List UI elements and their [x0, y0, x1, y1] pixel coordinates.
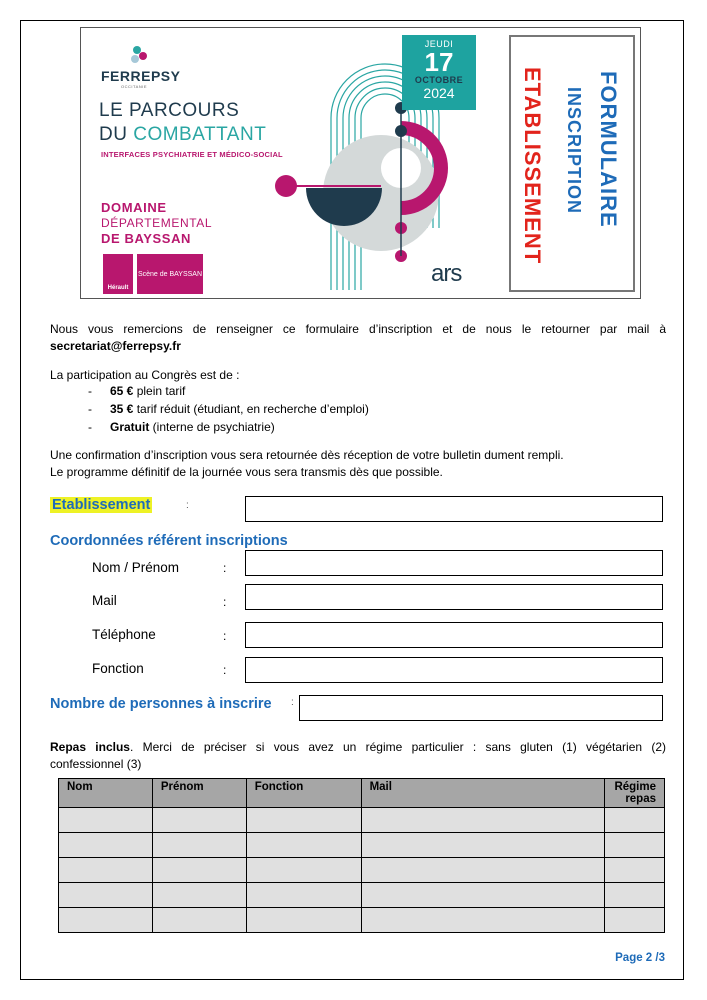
page-number: Page 2 /3 [615, 952, 665, 964]
table-cell[interactable] [152, 808, 246, 833]
fonction-colon: : [223, 663, 227, 677]
table-cell[interactable] [246, 833, 361, 858]
venue-line1: DOMAINE [101, 200, 167, 215]
telephone-label: Téléphone [92, 627, 156, 642]
col-header-mail: Mail [361, 779, 604, 808]
event-date-box [402, 35, 476, 110]
event-banner [80, 27, 641, 299]
table-cell[interactable] [59, 908, 153, 933]
confirmation-line1: Une confirmation d’inscription vous sera retournée dès réception de votre bulletin dument rempli. [50, 448, 564, 462]
bayssan-logo: Scène de BAYSSAN [137, 254, 203, 294]
herault-logo: Hérault [103, 254, 133, 294]
org-logo-text: FERREPSY [101, 68, 181, 84]
fees-intro: La participation au Congrès est de : [50, 368, 240, 382]
col-header-fonction: Fonction [246, 779, 361, 808]
participants-table [58, 778, 665, 933]
org-sub-text: OCCITANIE [121, 84, 147, 89]
bullet-dash: - [88, 384, 92, 398]
telephone-field[interactable] [245, 622, 663, 648]
table-cell[interactable] [604, 833, 664, 858]
ars-logo: ars [431, 260, 462, 287]
table-cell[interactable] [59, 833, 153, 858]
nombre-personnes-label: Nombre de personnes à inscrire [50, 696, 272, 712]
table-cell[interactable] [152, 908, 246, 933]
event-title-line1: LE PARCOURS [99, 100, 240, 121]
table-cell[interactable] [59, 858, 153, 883]
table-cell[interactable] [361, 808, 604, 833]
table-cell[interactable] [361, 883, 604, 908]
etablissement-label: Etablissement [52, 497, 151, 513]
table-row [59, 808, 665, 833]
confirmation-line2: Le programme définitif de la journée vous sera transmis dès que possible. [50, 465, 443, 479]
nom-prenom-field[interactable] [245, 550, 663, 576]
table-cell[interactable] [246, 858, 361, 883]
date-day: 17 [424, 47, 454, 77]
col-header-prenom: Prénom [152, 779, 246, 808]
event-subtitle: INTERFACES PSYCHIATRIE ET MÉDICO-SOCIAL [101, 150, 283, 159]
telephone-colon: : [223, 629, 227, 643]
referent-heading: Coordonnées référent inscriptions [50, 533, 288, 549]
col-header-regime: Régime repas [604, 779, 664, 808]
nom-colon: : [223, 561, 227, 575]
table-cell[interactable] [246, 808, 361, 833]
form-title-inscription: INSCRIPTION [564, 87, 584, 215]
venue-line3: DE BAYSSAN [101, 231, 192, 246]
table-cell[interactable] [152, 883, 246, 908]
nombre-personnes-field[interactable] [299, 695, 663, 721]
table-cell[interactable] [246, 908, 361, 933]
date-year: 2024 [423, 85, 455, 101]
fonction-field[interactable] [245, 657, 663, 683]
table-cell[interactable] [152, 833, 246, 858]
table-cell[interactable] [59, 808, 153, 833]
table-cell[interactable] [152, 858, 246, 883]
table-cell[interactable] [604, 883, 664, 908]
table-cell[interactable] [604, 808, 664, 833]
table-cell[interactable] [361, 858, 604, 883]
nom-label: Nom / Prénom [92, 560, 180, 575]
date-dow: JEUDI [424, 39, 454, 49]
venue-line2: DÉPARTEMENTAL [101, 216, 213, 230]
repas-line2: confessionnel (3) [50, 757, 142, 771]
table-header-row [59, 779, 665, 808]
event-title-line2: DU COMBATTANT [99, 124, 267, 145]
table-cell[interactable] [361, 833, 604, 858]
nombre-colon: : [291, 697, 294, 708]
fee-item-free: Gratuit (interne de psychiatrie) [110, 420, 275, 434]
table-row [59, 908, 665, 933]
etablissement-colon: : [186, 500, 189, 511]
bullet-dash: - [88, 420, 92, 434]
col-header-nom: Nom [59, 779, 153, 808]
table-cell[interactable] [59, 883, 153, 908]
intro-text: Nous vous remercions de renseigner ce formulaire d’inscription et de nous le retourner par mail à [50, 322, 666, 336]
mail-colon: : [223, 595, 227, 609]
table-row [59, 883, 665, 908]
mail-field[interactable] [245, 584, 663, 610]
form-title-etablissement: ETABLISSEMENT [520, 67, 545, 265]
table-cell[interactable] [604, 858, 664, 883]
form-title-formulaire: FORMULAIRE [596, 71, 621, 228]
table-cell[interactable] [246, 883, 361, 908]
mail-label: Mail [92, 593, 117, 608]
contact-email[interactable]: secretariat@ferrepsy.fr [50, 339, 181, 353]
form-title-box [509, 35, 635, 292]
table-row [59, 833, 665, 858]
table-cell[interactable] [604, 908, 664, 933]
table-row [59, 858, 665, 883]
table-cell[interactable] [361, 908, 604, 933]
date-month: OCTOBRE [414, 75, 464, 85]
bullet-dash: - [88, 402, 92, 416]
fee-item-full: 65 € plein tarif [110, 384, 186, 398]
etablissement-field[interactable] [245, 496, 663, 522]
fonction-label: Fonction [92, 661, 144, 676]
fee-item-reduced: 35 € tarif réduit (étudiant, en recherche d’emploi) [110, 402, 369, 416]
repas-line1: Repas inclus. Merci de préciser si vous avez un régime particulier : sans gluten (1) végétarien (2) [50, 740, 667, 754]
